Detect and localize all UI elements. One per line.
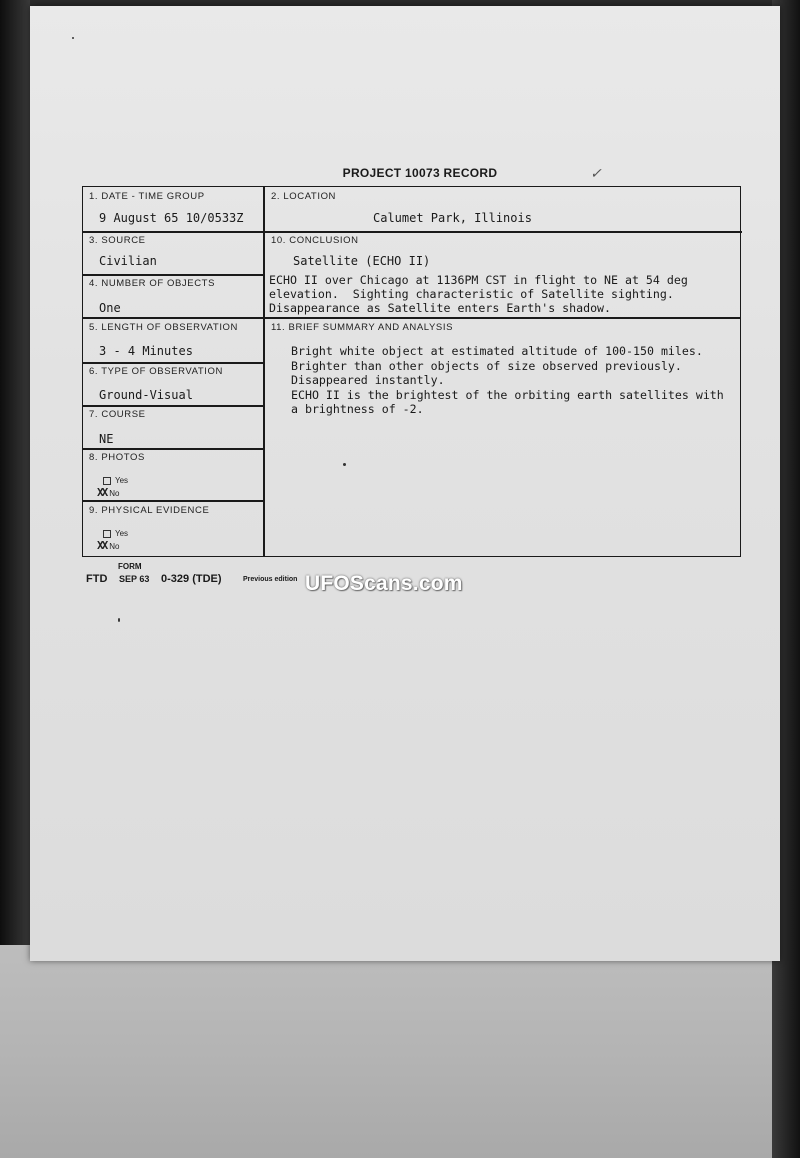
source-value: Civilian bbox=[99, 254, 157, 268]
source-label: 3. SOURCE bbox=[89, 235, 146, 246]
record-title: PROJECT 10073 RECORD bbox=[342, 166, 498, 180]
conclusion-line: elevation. Sighting characteristic of Satellite sighting. bbox=[269, 287, 674, 301]
summary-line: Bright white object at estimated altitude of 100-150 miles. bbox=[291, 344, 703, 358]
row-divider bbox=[83, 274, 263, 276]
watermark: UFOScans.com bbox=[305, 572, 463, 595]
physical-evidence-no-label: No bbox=[109, 542, 120, 551]
course-value: NE bbox=[99, 432, 114, 446]
background-left-edge bbox=[0, 0, 30, 945]
row-divider bbox=[83, 362, 263, 364]
physical-evidence-yes-option bbox=[103, 529, 128, 538]
row-divider bbox=[83, 405, 263, 407]
summary-label: 11. BRIEF SUMMARY AND ANALYSIS bbox=[271, 322, 454, 333]
physical-evidence-no-option bbox=[97, 539, 119, 552]
scan-speck bbox=[343, 463, 346, 466]
summary-line: Disappeared instantly. bbox=[291, 373, 445, 387]
scan-speck bbox=[118, 618, 120, 622]
photos-no-mark: XX bbox=[97, 486, 107, 499]
type-of-observation-label: 6. TYPE OF OBSERVATION bbox=[89, 366, 223, 377]
location-label: 2. LOCATION bbox=[271, 191, 337, 202]
previous-editions-note: Previous edition bbox=[243, 576, 298, 583]
conclusion-line: Disappearance as Satellite enters Earth's shadow. bbox=[269, 301, 612, 315]
row-divider bbox=[263, 231, 742, 233]
margin-check-mark: ✓ bbox=[590, 167, 602, 182]
background-lower-board bbox=[0, 945, 800, 1158]
length-of-observation-value: 3 - 4 Minutes bbox=[99, 344, 193, 358]
row-divider bbox=[83, 231, 263, 233]
form-id: FTD bbox=[86, 573, 108, 585]
physical-evidence-label: 9. PHYSICAL EVIDENCE bbox=[89, 505, 210, 516]
date-time-group-label: 1. DATE - TIME GROUP bbox=[89, 191, 205, 202]
physical-evidence-no-mark: XX bbox=[97, 539, 107, 552]
photos-no-option bbox=[97, 486, 119, 499]
location-value: Calumet Park, Illinois bbox=[373, 211, 532, 225]
course-label: 7. COURSE bbox=[89, 409, 146, 420]
conclusion-value: Satellite (ECHO II) bbox=[293, 254, 431, 268]
scan-speck bbox=[72, 37, 74, 39]
number-of-objects-label: 4. NUMBER OF OBJECTS bbox=[89, 278, 216, 289]
summary-line: a brightness of -2. bbox=[291, 402, 424, 416]
photos-yes-option bbox=[103, 476, 128, 485]
form-word: FORM bbox=[118, 562, 142, 571]
date-time-group-value: 9 August 65 10/0533Z bbox=[99, 211, 244, 225]
number-of-objects-value: One bbox=[99, 301, 121, 315]
photos-yes-label: Yes bbox=[115, 476, 129, 485]
summary-line: ECHO II is the brightest of the orbiting earth satellites with bbox=[291, 388, 724, 402]
summary-line: Brighter than other objects of size observed previously. bbox=[291, 359, 682, 373]
row-divider bbox=[83, 500, 263, 502]
photos-label: 8. PHOTOS bbox=[89, 452, 145, 463]
row-divider bbox=[83, 317, 740, 319]
row-divider bbox=[83, 448, 263, 450]
checkbox-icon bbox=[103, 477, 111, 485]
length-of-observation-label: 5. LENGTH OF OBSERVATION bbox=[89, 322, 239, 333]
form-number: 0-329 (TDE) bbox=[161, 573, 222, 585]
conclusion-label: 10. CONCLUSION bbox=[271, 235, 359, 246]
record-form bbox=[82, 186, 741, 557]
form-date: SEP 63 bbox=[119, 574, 150, 584]
column-divider bbox=[263, 187, 265, 556]
conclusion-line: ECHO II over Chicago at 1136PM CST in flight to NE at 54 deg bbox=[269, 273, 688, 287]
physical-evidence-yes-label: Yes bbox=[115, 529, 129, 538]
type-of-observation-value: Ground-Visual bbox=[99, 388, 193, 402]
photos-no-label: No bbox=[109, 489, 120, 498]
checkbox-icon bbox=[103, 530, 111, 538]
